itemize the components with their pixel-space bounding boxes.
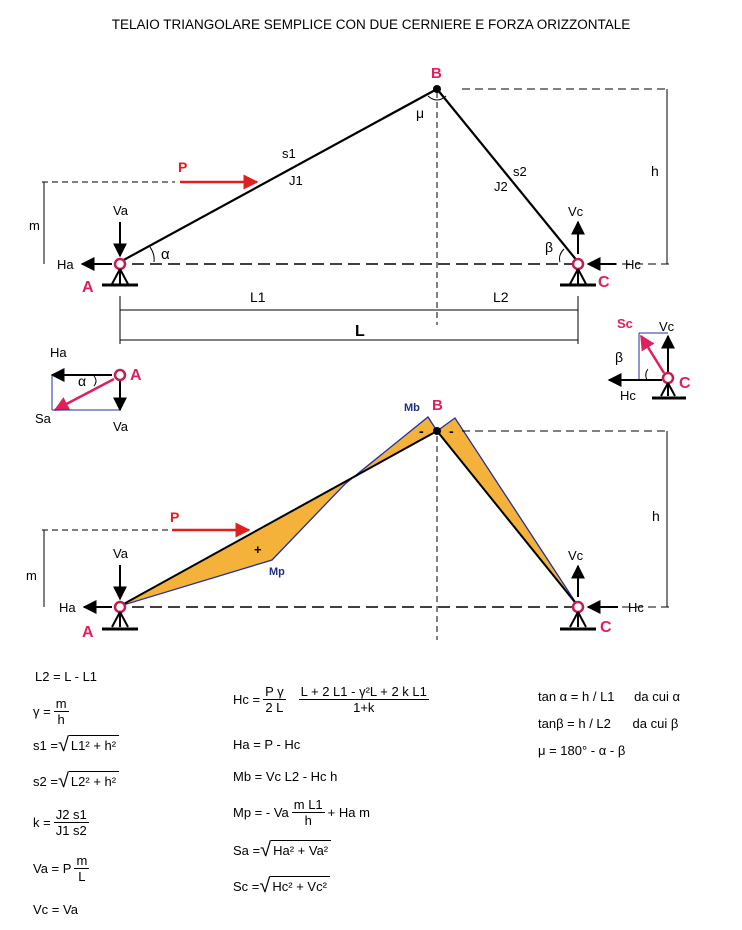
label-va: Va (113, 203, 128, 218)
label-j1: J1 (289, 173, 303, 188)
label-mp: Mp (269, 566, 285, 578)
inset-a-ha: Ha (50, 345, 67, 360)
top-diagram (29, 65, 672, 344)
formula-l2: L2 = L - L1 (35, 669, 98, 684)
label-l: L (355, 323, 365, 340)
inset-a-va: Va (113, 419, 128, 434)
label-hc: Hc (625, 257, 641, 272)
formula-mb: Mb = Vc L2 - Hc h (233, 769, 338, 784)
moment-area-bc (437, 418, 578, 606)
label-ha: Ha (57, 257, 74, 272)
formula-gamma: γ = $\frac{m}{h}$ (33, 696, 67, 727)
angle-alpha-arc (150, 247, 154, 262)
formula-s2: s2 = √ L2² + h² (33, 771, 119, 791)
label-p: P (178, 159, 188, 175)
label-plus: + (254, 542, 262, 557)
bottom-label-m: m (26, 568, 37, 583)
inset-a-sa: Sa (35, 411, 51, 426)
inset-c-hc: Hc (620, 388, 636, 403)
label-l1: L1 (250, 289, 266, 305)
formula-tan-alpha: tan α = h / L1 da cui α (538, 689, 680, 704)
formula-ha: Ha = P - Hc (233, 737, 301, 752)
bottom-label-c: C (600, 619, 612, 636)
support-a (102, 259, 138, 285)
hinge-b (433, 85, 441, 93)
label-mb: Mb (404, 402, 420, 414)
inset-a-alpha: α (78, 373, 87, 389)
inset-a-label: A (130, 367, 142, 384)
label-alpha: α (161, 246, 170, 263)
label-b: B (431, 65, 442, 82)
label-minus-right: - (449, 423, 454, 439)
formula-k: k = $\frac{J2 s1}{J1 s2}$ (33, 807, 87, 838)
bottom-label-vc: Vc (568, 548, 584, 563)
formula-tan-beta: tanβ = h / L2 da cui β (538, 716, 679, 731)
support-c (560, 259, 596, 285)
inset-c-label: C (679, 375, 691, 392)
angle-beta-arc (560, 249, 565, 262)
label-minus-left: - (419, 423, 424, 439)
label-mu: μ (416, 105, 425, 121)
member-s2 (437, 89, 578, 262)
label-j2: J2 (494, 179, 508, 194)
label-c: C (598, 274, 610, 291)
formula-sc: Sc = √ Hc² + Vc² (233, 876, 330, 896)
bottom-label-va: Va (113, 546, 128, 561)
label-m: m (29, 218, 40, 233)
formula-hc: Hc = $\frac{\text{P γ}}{2 L}$ $\frac{\text{L + 2 L1 - γ²L + 2 k L1}}{1+k}$ (233, 684, 427, 715)
label-beta: β (545, 239, 554, 255)
bottom-label-hc: Hc (628, 600, 644, 615)
bottom-label-h: h (652, 508, 660, 524)
formula-mp: Mp = - Va $\frac{\text{m L1}}{h}$ + Ha m (233, 797, 370, 828)
label-h: h (651, 163, 659, 179)
label-s2: s2 (513, 164, 527, 179)
label-vc: Vc (568, 204, 584, 219)
label-a: A (82, 279, 94, 296)
inset-c-beta: β (615, 349, 624, 365)
bottom-label-ha: Ha (59, 600, 76, 615)
inset-node-a (35, 345, 142, 434)
formula-vc: Vc = Va (33, 902, 78, 917)
label-l2: L2 (493, 289, 509, 305)
formula-sa: Sa = √ Ha² + Va² (233, 840, 331, 860)
inset-c-vc: Vc (659, 319, 675, 334)
label-s1: s1 (282, 146, 296, 161)
label-b-bottom: B (432, 397, 443, 414)
bottom-label-a: A (82, 624, 94, 641)
formula-va: Va = P $\frac{m}{L}$ (33, 853, 88, 884)
formula-mu: μ = 180° - α - β (538, 743, 626, 758)
formula-s1: s1 = √ L1² + h² (33, 735, 119, 755)
diagram-title: TELAIO TRIANGOLARE SEMPLICE CON DUE CERNIERE E FORZA ORIZZONTALE (111, 17, 631, 32)
bottom-label-p: P (170, 509, 180, 525)
inset-node-c (609, 316, 691, 403)
inset-c-sc: Sc (617, 316, 633, 331)
member-s1 (120, 89, 437, 262)
